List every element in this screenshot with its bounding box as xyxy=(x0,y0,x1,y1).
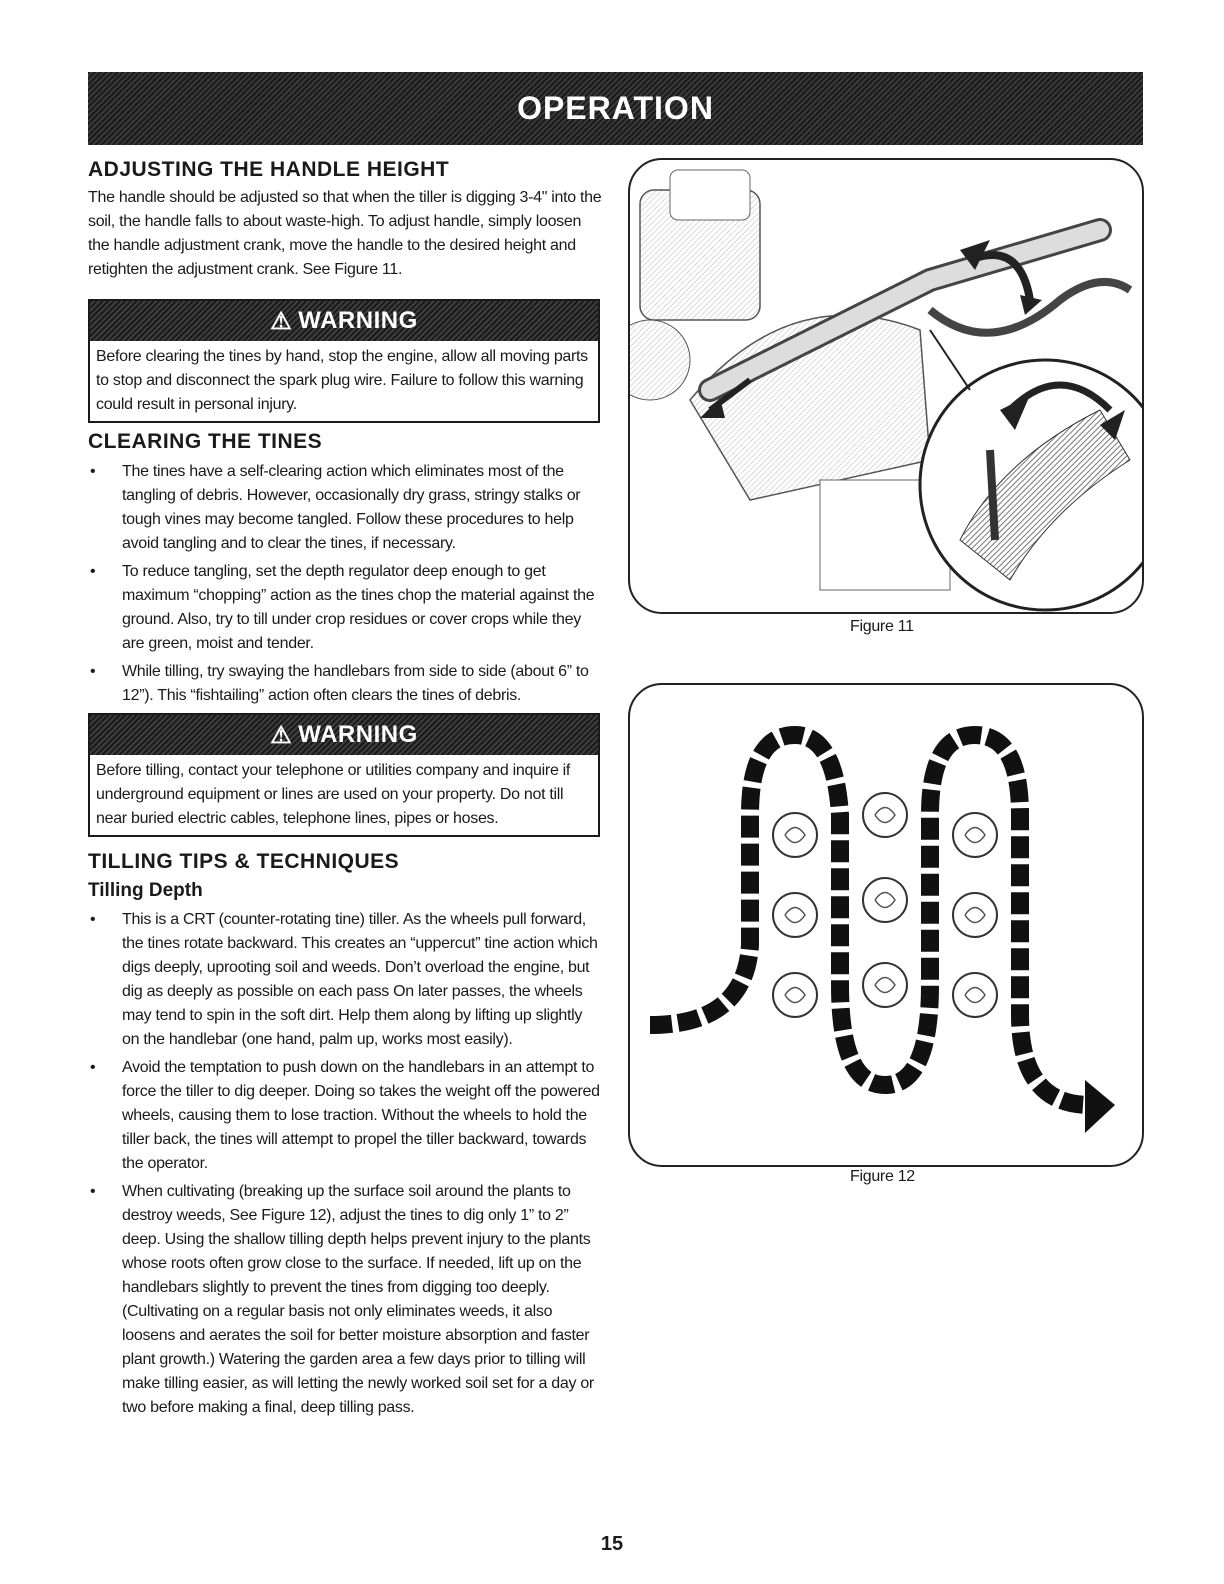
list-item: • To reduce tangling, set the depth regulator deep enough to get maximum “chopping” action as the tines chop the material against the ground. Also, try to till under crop residues or cover crops while they are green, moist and tender. xyxy=(90,563,595,652)
warning-text: Before clearing the tines by hand, stop the engine, allow all moving parts to stop and disconnect the spark plug wire. Failure to follow this warning could result in personal injury. xyxy=(96,348,588,413)
handle-section xyxy=(88,158,603,282)
clearing-heading: CLEARING THE TINES xyxy=(88,430,323,453)
tilling-heading: TILLING TIPS & TECHNIQUES xyxy=(88,850,400,873)
figure-11-caption: Figure 11 xyxy=(850,618,914,635)
tilling-section xyxy=(88,850,603,1424)
warning-triangle-icon: ⚠ xyxy=(270,307,293,335)
warning-triangle-icon: ⚠ xyxy=(270,721,293,749)
tilling-path-illustration xyxy=(630,685,1142,1165)
list-item: • This is a CRT (counter-rotating tine) tiller. As the wheels pull forward, the tines rotate backward. This creates an “uppercut” tine action which digs deeply, uprooting soil and weeds. Don’t overload the engine, but dig as deeply as possible on each pass On later passes, the wheels may tend to spin in the soft dirt. Help them along by lifting up slightly on the handlebar (one hand, palm up, works most easily). xyxy=(90,911,598,1048)
warning-title: WARNING xyxy=(298,307,418,334)
section-banner xyxy=(88,72,1143,145)
page-number: 15 xyxy=(600,1533,624,1555)
warning-box-spark-plug xyxy=(88,299,600,423)
handle-heading: ADJUSTING THE HANDLE HEIGHT xyxy=(88,158,450,181)
warning-text: Before tilling, contact your telephone or utilities company and inquire if underground equipment or lines are used on your property. Do not till near buried electric cables, telephone lines, pipes or hoses. xyxy=(96,762,571,827)
figure-12-caption: Figure 12 xyxy=(850,1168,915,1185)
list-item: • While tilling, try swaying the handlebars from side to side (about 6” to 12”). This “fishtailing” action often clears the tines of debris. xyxy=(90,663,589,704)
handle-body: The handle should be adjusted so that when the tiller is digging 3-4" into the soil, the handle falls to about waste-high. To adjust handle, simply loosen the handle adjustment crank, move the handle to the desired height and retighten the adjustment crank. See Figure 11. xyxy=(88,189,602,278)
banner-title: OPERATION xyxy=(517,90,714,126)
tilling-subheading: Tilling Depth xyxy=(88,880,203,901)
figure-12-illustration xyxy=(628,683,1144,1167)
warning-title: WARNING xyxy=(298,721,418,748)
warning-header xyxy=(90,715,598,755)
warning-box-utilities xyxy=(88,713,600,837)
list-item: • Avoid the temptation to push down on the handlebars in an attempt to force the tiller to dig deeper. Doing so takes the weight off the powered wheels, causing them to lose traction. Without the wheels to hold the tiller back, the tines will attempt to propel the tiller backward, towards the operator. xyxy=(90,1059,600,1172)
clearing-section xyxy=(88,430,603,712)
figure-11-illustration xyxy=(628,158,1144,614)
handle-adjustment-illustration xyxy=(630,160,1142,612)
list-item: • The tines have a self-clearing action which eliminates most of the tangling of debris. However, occasionally dry grass, stringy stalks or tough vines may become tangled. Follow these procedures to help avoid tangling and to clear the tines, if necessary. xyxy=(90,463,581,552)
list-item: • When cultivating (breaking up the surface soil around the plants to destroy weeds, See Figure 12), adjust the tines to dig only 1” to 2” deep. Using the shallow tilling depth helps prevent injury to the plants whose roots often grow close to the surface. If needed, lift up on the handlebars slightly to prevent the tines from digging too deeply. (Cultivating on a regular basis not only eliminates weeds, it also loosens and aerates the soil for better moisture absorption and faster plant growth.) Watering the garden area a few days prior to tilling will make tilling easier, as will letting the newly worked soil set for a day or two before making a final, deep tilling pass. xyxy=(90,1183,594,1416)
warning-header xyxy=(90,301,598,341)
